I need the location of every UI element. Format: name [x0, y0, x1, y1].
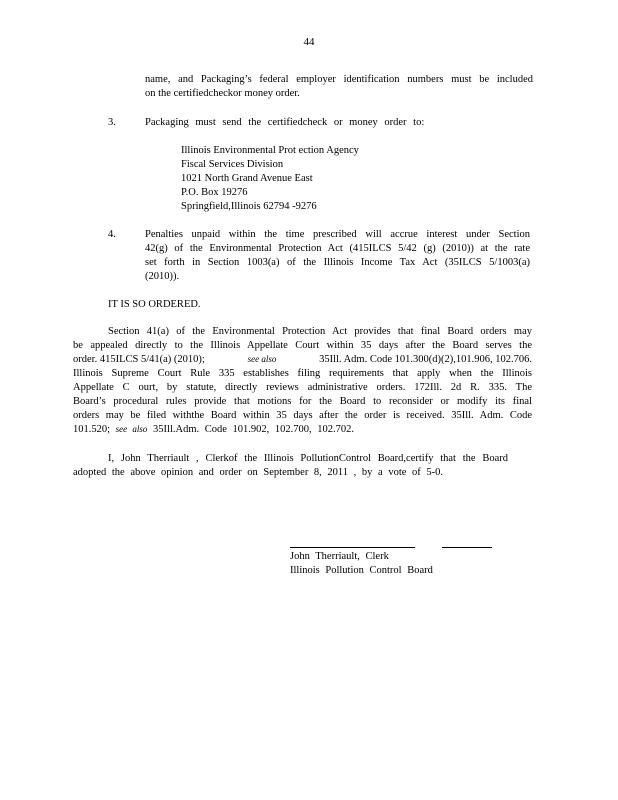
clerk-cert-line-1: I, John Therriault , Clerkof the Illinois PollutionControl Board,certify that the Board	[108, 453, 508, 464]
item-4-line-1: Penalties unpaid within the time prescribed will accrue interest under Section	[145, 229, 530, 240]
address-line-4: P.O. Box 19276	[181, 187, 248, 198]
section41-line-5: Appellate C ourt, by statute, directly reviews administrative orders. 172Ill. 2d R. 335. The	[73, 382, 532, 393]
item-4-number: 4.	[108, 229, 116, 240]
section41-line-3-see-also: see also	[247, 354, 277, 364]
page-number: 44	[303, 36, 315, 48]
clerk-cert-line-2: adopted the above opinion and order on September 8, 2011 , by a vote of 5-0.	[73, 467, 444, 478]
para-top-line-2: on the certifiedcheckor money order.	[145, 88, 300, 99]
section41-line-4: Illinois Supreme Court Rule 335 establishes filing requirements that apply when the Illinois	[73, 368, 532, 379]
address-line-1: Illinois Environmental Prot ection Agency	[181, 145, 359, 156]
section41-line-3	[73, 353, 532, 366]
item-4-line-2: 42(g) of the Environmental Protection Act (415ILCS 5/42 (g) (2010)) at the rate	[145, 243, 530, 254]
para-top-line-1: name, and Packaging’s federal employer identification numbers must be included	[145, 74, 533, 85]
section41-line-1: Section 41(a) of the Environmental Protection Act provides that final Board orders may	[108, 326, 532, 337]
section41-line-3-a: order. 415ILCS 5/41(a) (2010);	[73, 354, 205, 365]
section41-line-7: orders may be filed withthe Board within 35 days after the order is received. 35Ill. Adm. Code	[73, 410, 532, 421]
signature-org: Illinois Pollution Control Board	[290, 565, 433, 576]
address-line-2: Fiscal Services Division	[181, 159, 284, 170]
item-4-line-3: set forth in Section 1003(a) of the Illinois Income Tax Act (35ILCS 5/1003(a)	[145, 257, 530, 268]
signature-line-short	[442, 547, 492, 548]
section41-line-8-see-also: see also	[115, 424, 148, 434]
section41-line-8-a: 101.520;	[73, 424, 111, 435]
address-line-5: Springfield,Illinois 62794 -9276	[181, 201, 317, 212]
item-3-text: Packaging must send the certifiedcheck or money order to:	[145, 117, 425, 128]
section41-line-8-b: 35Ill.Adm. Code 101.902, 102.700, 102.702.	[153, 424, 355, 435]
item-4-line-4: (2010)).	[145, 271, 180, 282]
address-line-3: 1021 North Grand Avenue East	[181, 173, 313, 184]
signature-line	[290, 547, 415, 548]
section41-line-3-b: 35Ill. Adm. Code 101.300(d)(2),101.906, 102.706.	[319, 354, 532, 365]
so-ordered: IT IS SO ORDERED.	[108, 299, 201, 310]
section41-line-2: be appealed directly to the Illinois Appellate Court within 35 days after the Board serves the	[73, 340, 532, 351]
section41-line-6: Board’s procedural rules provide that motions for the Board to reconsider or modify its final	[73, 396, 532, 407]
section41-line-8	[73, 423, 354, 436]
item-3-number: 3.	[108, 117, 116, 128]
signature-name: John Therriault, Clerk	[290, 551, 389, 562]
